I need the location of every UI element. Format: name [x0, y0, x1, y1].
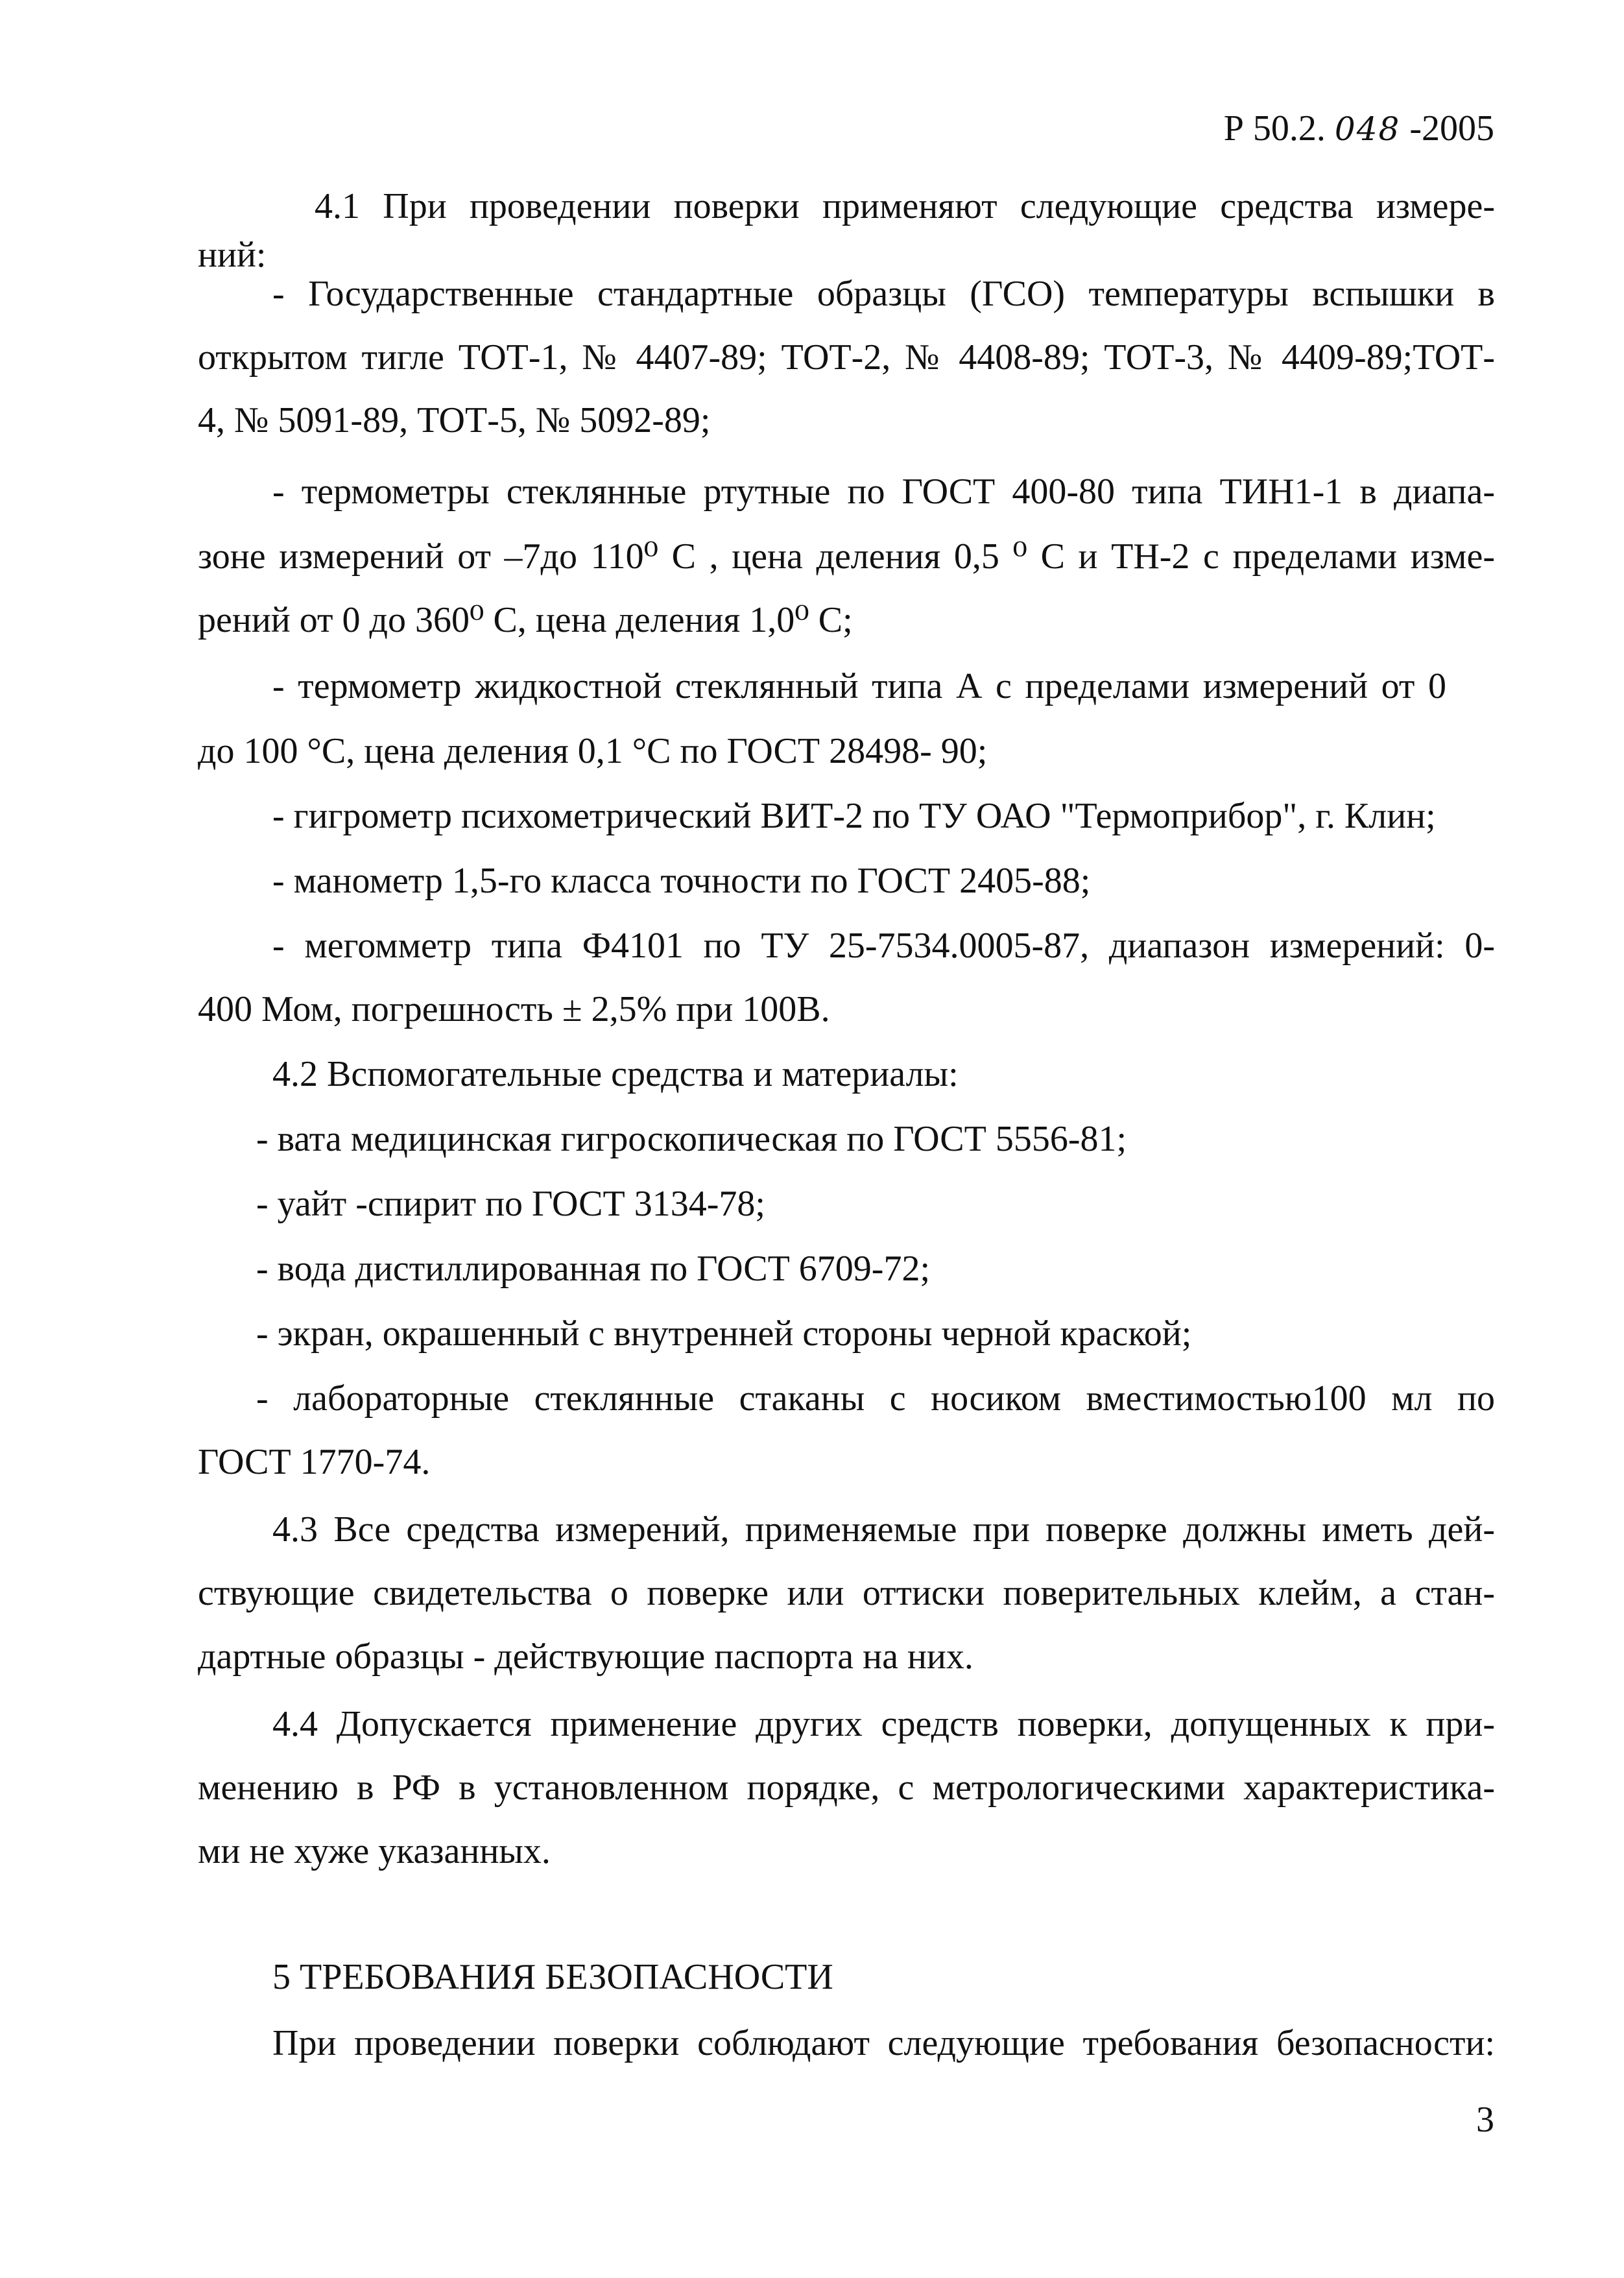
header-handwritten-number: 048 — [1334, 110, 1401, 148]
header-prefix: Р 50.2. — [1223, 108, 1326, 149]
page-number: 3 — [1476, 2100, 1494, 2140]
paragraph-4-2-title: 4.2 Вспомогательные средства и материалы: — [272, 1054, 959, 1094]
paragraph-4-3-line-1: 4.3 Все средства измерений, применяемые при поверке должны иметь дей- — [272, 1509, 1495, 1550]
thermometers-line-2: зоне измерений от –7до 110⁰ С , цена деления 0,5 ⁰ С и ТН-2 с пределами изме- — [198, 536, 1495, 577]
paragraph-4-2-item-4: - экран, окрашенный с внутренней стороны черной краской; — [256, 1313, 1192, 1354]
section-5-heading: 5 ТРЕБОВАНИЯ БЕЗОПАСНОСТИ — [272, 1957, 833, 1997]
paragraph-4-1-line-2: ний: — [198, 235, 267, 275]
thermometers-line-3: рений от 0 до 360⁰ С, цена деления 1,0⁰ С; — [198, 600, 853, 640]
megohmmeter-line-1: - мегомметр типа Ф4101 по ТУ 25-7534.0005-87, диапазон измерений: 0- — [272, 926, 1495, 966]
paragraph-4-2-item-3: - вода дистиллированная по ГОСТ 6709-72; — [256, 1249, 931, 1289]
document-header — [1224, 110, 1494, 147]
gso-line-3: 4, № 5091-89, ТОТ-5, № 5092-89; — [198, 400, 711, 440]
liquid-thermometer-line-2: до 100 °С, цена деления 0,1 °С по ГОСТ 28498- 90; — [198, 731, 988, 771]
paragraph-4-2-item-2: - уайт -спирит по ГОСТ 3134-78; — [256, 1184, 765, 1224]
paragraph-4-4-line-1: 4.4 Допускается применение других средств поверки, допущенных к при- — [272, 1704, 1495, 1744]
thermometers-line-1: - термометры стеклянные ртутные по ГОСТ 400-80 типа ТИН1-1 в диапа- — [272, 472, 1495, 512]
hygrometer-line: - гигрометр психометрический ВИТ-2 по ТУ ОАО "Термоприбор", г. Клин; — [272, 796, 1436, 836]
paragraph-4-3-line-3: дартные образцы - действующие паспорта на них. — [198, 1637, 973, 1677]
paragraph-4-4-line-3: ми не хуже указанных. — [198, 1831, 551, 1871]
paragraph-4-3-line-2: ствующие свидетельства о поверке или оттиски поверительных клейм, а стан- — [198, 1573, 1495, 1613]
liquid-thermometer-line-1: - термометр жидкостной стеклянный типа А с пределами измерений от 0 — [272, 666, 1446, 706]
header-suffix: -2005 — [1409, 108, 1494, 149]
paragraph-4-1-line-1: 4.1 При проведении поверки применяют следующие средства измере- — [315, 186, 1495, 226]
manometer-line: - манометр 1,5-го класса точности по ГОСТ 2405-88; — [272, 861, 1091, 901]
gso-line-1: - Государственные стандартные образцы (ГСО) температуры вспышки в — [272, 274, 1495, 314]
gso-line-2: открытом тигле ТОТ-1, № 4407-89; ТОТ-2, № 4408-89; ТОТ-3, № 4409-89;ТОТ- — [198, 337, 1495, 378]
paragraph-4-4-line-2: менению в РФ в установленном порядке, с метрологическими характеристика- — [198, 1768, 1495, 1808]
megohmmeter-line-2: 400 Мом, погрешность ± 2,5% при 100В. — [198, 989, 830, 1029]
paragraph-4-2-item-5-line-1: - лабораторные стеклянные стаканы с носиком вместимостью100 мл по — [256, 1378, 1495, 1419]
paragraph-4-2-item-1: - вата медицинская гигроскопическая по ГОСТ 5556-81; — [256, 1119, 1127, 1159]
section-5-intro: При проведении поверки соблюдают следующие требования безопасности: — [272, 2023, 1495, 2063]
paragraph-4-2-item-5-line-2: ГОСТ 1770-74. — [198, 1442, 431, 1482]
